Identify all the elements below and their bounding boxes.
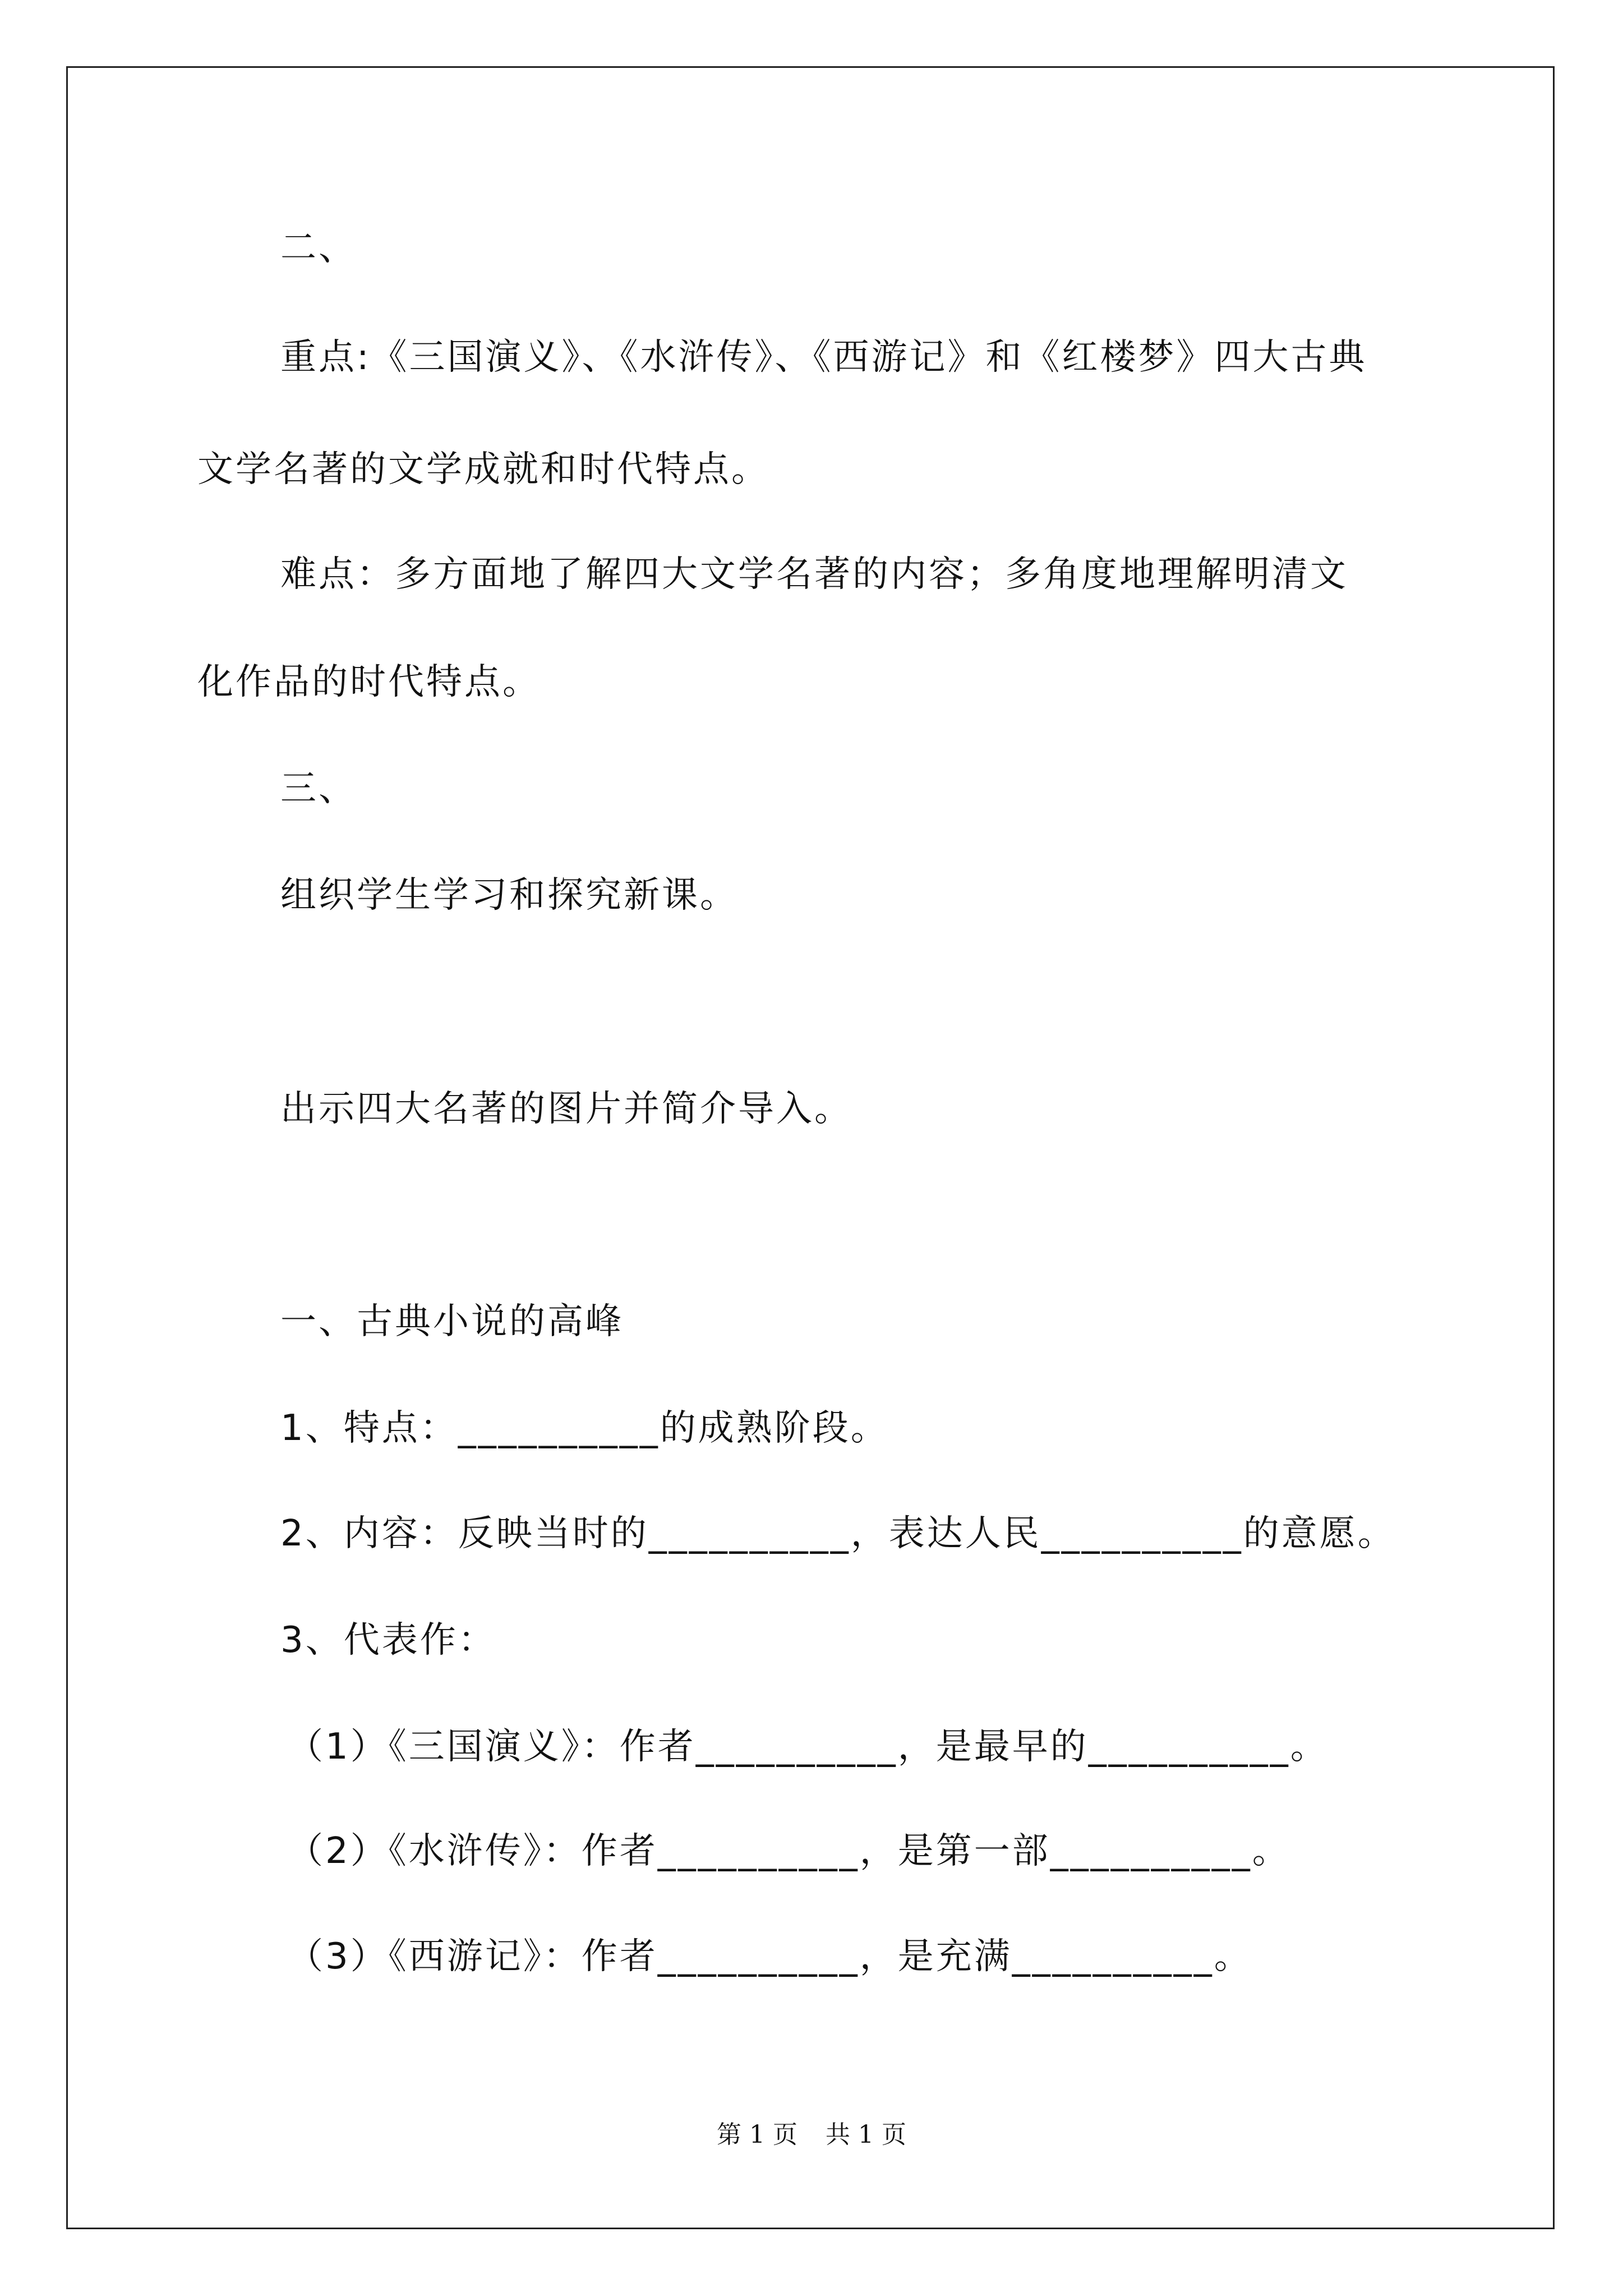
introduction-line: 出示四大名著的图片并简介导入。: [280, 1088, 852, 1130]
page-number: 第 1 页: [717, 2120, 797, 2149]
item-features: 1、特点：__________的成熟阶段。: [280, 1407, 889, 1449]
page-border: [66, 66, 1555, 2229]
section-heading-three: 三、: [280, 768, 357, 809]
item-content: 2、内容：反映当时的__________，表达人民__________的意愿。: [280, 1513, 1396, 1554]
difficulties-line-2: 化作品的时代特点。: [197, 661, 541, 703]
section-heading-two: 二、: [280, 227, 357, 269]
difficulties-line-1: 难点：多方面地了解四大文学名著的内容；多角度地理解明清文: [280, 554, 1348, 595]
key-points-line-1: 重点:《三国演义》、《水浒传》、《西游记》和《红楼梦》四大古典: [280, 337, 1367, 378]
work-three-kingdoms: （1）《三国演义》：作者__________，是最早的__________。: [287, 1726, 1329, 1768]
key-points-line-2: 文学名著的文学成就和时代特点。: [197, 449, 769, 490]
item-representative-works: 3、代表作：: [280, 1619, 496, 1661]
work-water-margin: （2）《水浒传》：作者__________，是第一部__________。: [287, 1830, 1290, 1872]
page-footer: [0, 2119, 1623, 2151]
subheading-classic-novels: 一、古典小说的高峰: [280, 1301, 624, 1342]
work-journey-west: （3）《西游记》：作者__________，是充满__________。: [287, 1936, 1252, 1977]
page-total: 共 1 页: [826, 2120, 906, 2149]
organize-study-line: 组织学生学习和探究新课。: [280, 875, 738, 916]
